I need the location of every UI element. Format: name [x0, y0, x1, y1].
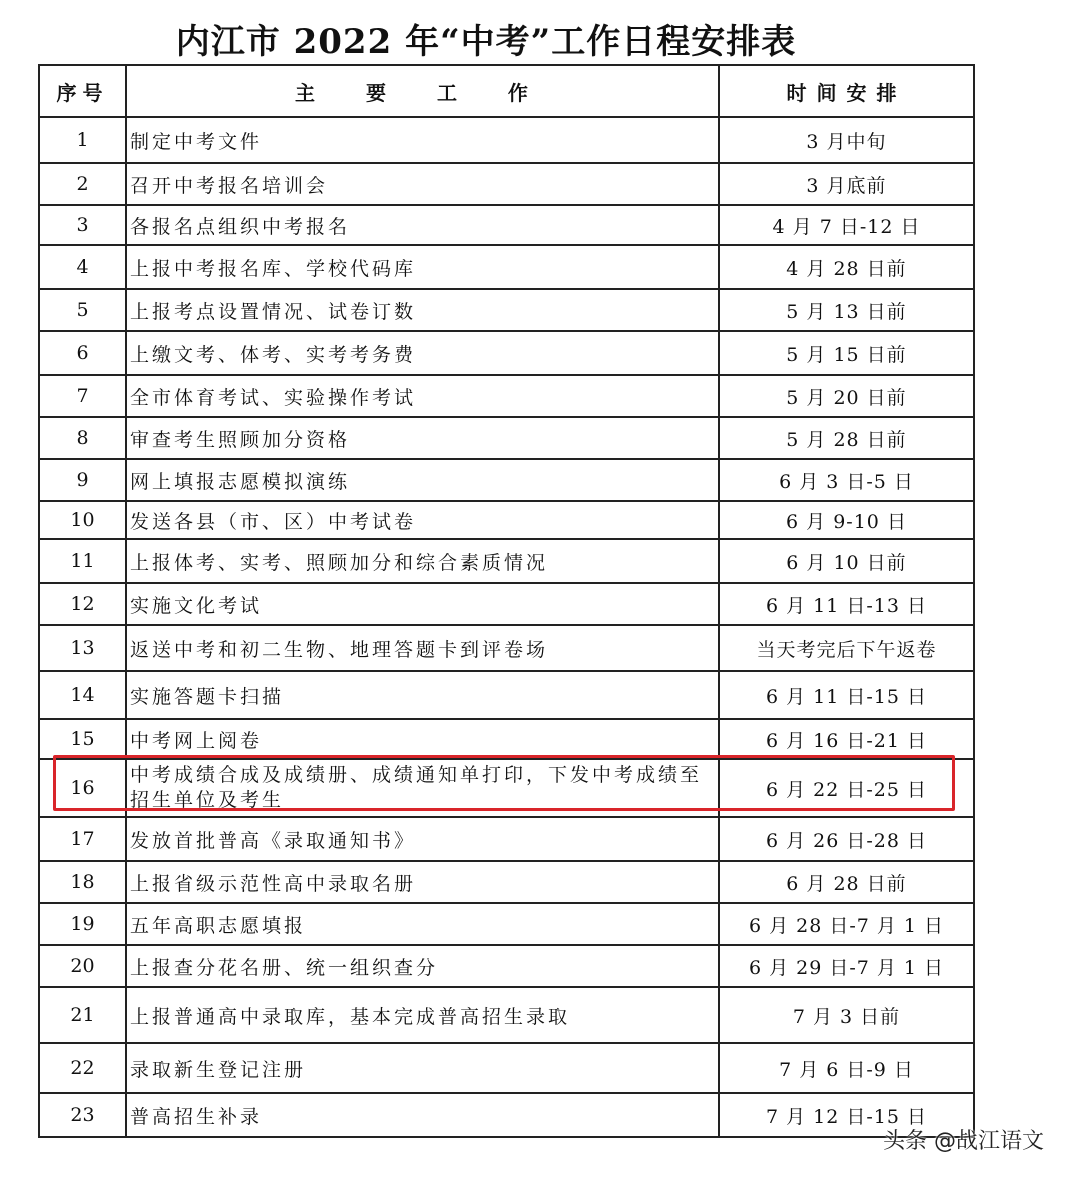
row-time: 6 月 11 日-13 日 — [719, 583, 974, 625]
row-number: 12 — [39, 583, 126, 625]
table-row — [39, 903, 974, 945]
row-number: 3 — [39, 205, 126, 245]
row-number: 9 — [39, 459, 126, 501]
table-row — [39, 459, 974, 501]
table-row — [39, 417, 974, 459]
row-time: 6 月 3 日-5 日 — [719, 459, 974, 501]
table-row — [39, 375, 974, 417]
row-work: 实施文化考试 — [126, 583, 719, 625]
row-work: 上报普通高中录取库，基本完成普高招生录取 — [126, 987, 719, 1043]
row-time: 5 月 28 日前 — [719, 417, 974, 459]
table-row — [39, 501, 974, 539]
row-work: 实施答题卡扫描 — [126, 671, 719, 719]
watermark: 头条 @战江语文 — [883, 1129, 1044, 1154]
row-work: 普高招生补录 — [126, 1093, 719, 1137]
row-work: 上报查分花名册、统一组织查分 — [126, 945, 719, 987]
row-work: 各报名点组织中考报名 — [126, 205, 719, 245]
page-title: 内江市 2022 年“中考”工作日程安排表 — [175, 22, 797, 62]
highlight-box-row-16 — [53, 755, 955, 811]
row-work: 召开中考报名培训会 — [126, 163, 719, 205]
row-time: 6 月 28 日-7 月 1 日 — [719, 903, 974, 945]
row-time: 4 月 28 日前 — [719, 245, 974, 289]
row-time: 6 月 16 日-21 日 — [719, 719, 974, 759]
row-number: 14 — [39, 671, 126, 719]
table-row — [39, 289, 974, 331]
row-time: 3 月底前 — [719, 163, 974, 205]
table-row — [39, 671, 974, 719]
row-time: 6 月 26 日-28 日 — [719, 817, 974, 861]
row-work: 返送中考和初二生物、地理答题卡到评卷场 — [126, 625, 719, 671]
row-number: 15 — [39, 719, 126, 759]
schedule-table — [38, 64, 975, 1138]
row-number: 11 — [39, 539, 126, 583]
row-work: 审查考生照顾加分资格 — [126, 417, 719, 459]
table-row — [39, 861, 974, 903]
row-number: 21 — [39, 987, 126, 1043]
row-time: 6 月 9-10 日 — [719, 501, 974, 539]
row-number: 17 — [39, 817, 126, 861]
row-time: 7 月 6 日-9 日 — [719, 1043, 974, 1093]
row-number: 6 — [39, 331, 126, 375]
table-row — [39, 205, 974, 245]
row-time: 5 月 15 日前 — [719, 331, 974, 375]
row-work: 中考网上阅卷 — [126, 719, 719, 759]
table-row — [39, 1043, 974, 1093]
row-number: 5 — [39, 289, 126, 331]
row-work: 上报中考报名库、学校代码库 — [126, 245, 719, 289]
table-row — [39, 719, 974, 759]
table-row — [39, 583, 974, 625]
row-time: 3 月中旬 — [719, 117, 974, 163]
table-row — [39, 625, 974, 671]
row-number: 1 — [39, 117, 126, 163]
row-number: 22 — [39, 1043, 126, 1093]
row-number: 4 — [39, 245, 126, 289]
row-work: 发放首批普高《录取通知书》 — [126, 817, 719, 861]
row-work: 上报考点设置情况、试卷订数 — [126, 289, 719, 331]
row-number: 19 — [39, 903, 126, 945]
row-time: 当天考完后下午返卷 — [719, 625, 974, 671]
row-work: 中考成绩合成及成绩册、成绩通知单打印，下发中考成绩至招生单位及考生 — [126, 759, 719, 817]
row-time: 4 月 7 日-12 日 — [719, 205, 974, 245]
row-time: 5 月 20 日前 — [719, 375, 974, 417]
table-row — [39, 331, 974, 375]
row-number: 7 — [39, 375, 126, 417]
header-time: 时间安排 — [719, 65, 974, 117]
row-work: 五年高职志愿填报 — [126, 903, 719, 945]
row-time: 5 月 13 日前 — [719, 289, 974, 331]
row-time: 6 月 11 日-15 日 — [719, 671, 974, 719]
row-work: 上报体考、实考、照顾加分和综合素质情况 — [126, 539, 719, 583]
table-row — [39, 117, 974, 163]
row-work: 发送各县（市、区）中考试卷 — [126, 501, 719, 539]
row-time: 7 月 3 日前 — [719, 987, 974, 1043]
row-work: 网上填报志愿模拟演练 — [126, 459, 719, 501]
row-work: 录取新生登记注册 — [126, 1043, 719, 1093]
table-row — [39, 163, 974, 205]
table-row — [39, 539, 974, 583]
row-work: 全市体育考试、实验操作考试 — [126, 375, 719, 417]
row-work: 制定中考文件 — [126, 117, 719, 163]
row-number: 18 — [39, 861, 126, 903]
row-time: 6 月 28 日前 — [719, 861, 974, 903]
row-number: 13 — [39, 625, 126, 671]
table-row — [39, 245, 974, 289]
row-time: 6 月 10 日前 — [719, 539, 974, 583]
row-number: 23 — [39, 1093, 126, 1137]
table-row — [39, 987, 974, 1043]
row-number: 20 — [39, 945, 126, 987]
row-number: 2 — [39, 163, 126, 205]
row-number: 10 — [39, 501, 126, 539]
header-no: 序号 — [39, 65, 126, 117]
table-row — [39, 817, 974, 861]
row-time: 6 月 29 日-7 月 1 日 — [719, 945, 974, 987]
table-row — [39, 1093, 974, 1137]
row-work: 上缴文考、体考、实考考务费 — [126, 331, 719, 375]
table-header-row — [39, 65, 974, 117]
row-time: 7 月 12 日-15 日 — [719, 1093, 974, 1137]
table-row — [39, 945, 974, 987]
row-number: 16 — [39, 759, 126, 817]
row-time: 6 月 22 日-25 日 — [719, 759, 974, 817]
header-work: 主 要 工 作 — [126, 65, 719, 117]
row-work: 上报省级示范性高中录取名册 — [126, 861, 719, 903]
row-number: 8 — [39, 417, 126, 459]
